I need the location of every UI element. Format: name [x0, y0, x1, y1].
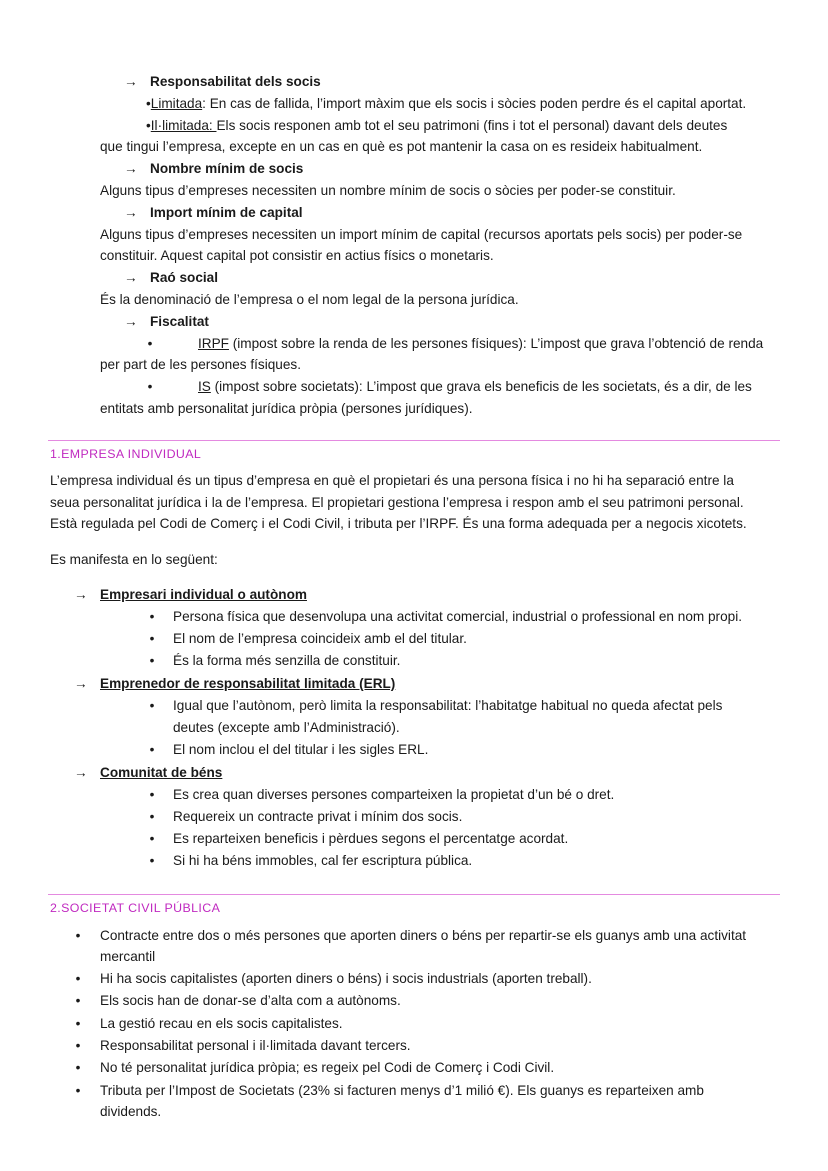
- bullet-icon: •: [149, 742, 155, 757]
- arrow-icon: →: [74, 676, 88, 691]
- arrow-icon: →: [124, 270, 138, 285]
- illimitada-text: Els socis responen amb tot el seu patrimoni (fins i tot el personal) davant dels deutes: [216, 118, 728, 133]
- is-line: [198, 376, 752, 398]
- bullet-icon: •: [149, 631, 155, 646]
- arrow-icon: →: [124, 205, 138, 220]
- is-text-cont: entitats amb personalitat jurídica pròpia (persones jurídiques).: [100, 401, 473, 416]
- erl-item-1-cont: deutes (excepte amb l’Administració).: [173, 720, 400, 735]
- capital-text-2: constituir. Aquest capital pot consistir en actius físics o monetaris.: [100, 248, 494, 263]
- bullet-icon: •: [149, 809, 155, 824]
- autonom-item-2: El nom de l’empresa coincideix amb el del titular.: [173, 631, 467, 646]
- arrow-icon: →: [124, 314, 138, 329]
- bullet-icon: •: [146, 96, 151, 111]
- arrow-icon: →: [124, 74, 138, 89]
- bullet-icon: •: [149, 609, 155, 624]
- section1-heading: 1.EMPRESA INDIVIDUAL: [50, 447, 202, 461]
- resp-heading: Responsabilitat dels socis: [150, 74, 321, 89]
- irpf-text: (impost sobre la renda de les persones físiques): L’impost que grava l’obtenció de renda: [228, 336, 764, 351]
- capital-heading: Import mínim de capital: [150, 205, 303, 220]
- capital-text-1: Alguns tipus d’empreses necessiten un import mínim de capital (recursos aportats pels socis) per poder-se: [100, 227, 743, 242]
- capital-heading-line: [124, 202, 303, 224]
- section2-item-4: La gestió recau en els socis capitalistes.: [100, 1016, 343, 1031]
- section-divider: [48, 894, 780, 895]
- resp-heading-line: [124, 71, 321, 93]
- bullet-icon: •: [75, 993, 81, 1008]
- section1-intro-3: Està regulada pel Codi de Comerç i el Codi Civil, i tributa per l’IRPF. És una forma adequada per a negocis xicotets.: [50, 516, 747, 531]
- min-socis-heading-line: [124, 158, 303, 180]
- section2-item-1: Contracte entre dos o més persones que aporten diners o béns per repartir-se els guanys amb una activitat: [100, 928, 747, 943]
- section-divider: [48, 440, 780, 441]
- min-socis-text: Alguns tipus d’empreses necessiten un nombre mínim de socis o sòcies per poder-se constituir.: [100, 183, 676, 198]
- manifesta-text: Es manifesta en lo següent:: [50, 552, 218, 567]
- bens-item-3: Es reparteixen beneficis i pèrdues segons el percentatge acordat.: [173, 831, 569, 846]
- bullet-icon: •: [149, 698, 155, 713]
- erl-item-2: El nom inclou el del titular i les sigles ERL.: [173, 742, 429, 757]
- bens-heading-line: [74, 762, 222, 784]
- section2-item-7: Tributa per l’Impost de Societats (23% si facturen menys d’1 milió €). Els guanys es reparteixen amb: [100, 1083, 704, 1098]
- autonom-heading: Empresari individual o autònom: [100, 587, 307, 602]
- arrow-icon: →: [74, 587, 88, 602]
- irpf-term: IRPF: [198, 336, 229, 351]
- illimitada-text-cont: que tingui l’empresa, excepte en un cas en què es pot mantenir la casa on es resideix habitualment.: [100, 139, 703, 154]
- erl-heading-line: [74, 673, 395, 695]
- autonom-item-1: Persona física que desenvolupa una activitat comercial, industrial o professional en nom propi.: [173, 609, 742, 624]
- arrow-icon: →: [74, 765, 88, 780]
- section2-heading: 2.SOCIETAT CIVIL PÚBLICA: [50, 901, 221, 915]
- bullet-icon: •: [147, 379, 153, 394]
- bullet-icon: •: [75, 1083, 81, 1098]
- section1-intro-1: L’empresa individual és un tipus d’empresa en què el propietari és una persona física i no hi ha separació entre la: [50, 473, 734, 488]
- fiscal-heading: Fiscalitat: [150, 314, 209, 329]
- autonom-heading-line: [74, 584, 307, 606]
- erl-heading: Emprenedor de responsabilitat limitada (ERL): [100, 676, 396, 691]
- limitada-text: : En cas de fallida, l’import màxim que els socis i sòcies poden perdre és el capital aportat.: [202, 96, 747, 111]
- section2-item-3: Els socis han de donar-se d’alta com a autònoms.: [100, 993, 401, 1008]
- bens-item-4: Si hi ha béns immobles, cal fer escriptura pública.: [173, 853, 473, 868]
- min-socis-heading: Nombre mínim de socis: [150, 161, 304, 176]
- bullet-icon: •: [149, 787, 155, 802]
- is-term: IS: [198, 379, 211, 394]
- rao-text: És la denominació de l’empresa o el nom legal de la persona jurídica.: [100, 292, 519, 307]
- section1-intro-2: seua personalitat jurídica i la de l’empresa. El propietari gestiona l’empresa i respon amb el seu patrimoni personal.: [50, 495, 744, 510]
- section2-item-1-cont: mercantil: [100, 949, 156, 964]
- bullet-icon: •: [149, 853, 155, 868]
- irpf-text-cont: per part de les persones físiques.: [100, 357, 301, 372]
- section2-item-2: Hi ha socis capitalistes (aporten diners o béns) i socis industrials (aporten treball).: [100, 971, 592, 986]
- arrow-icon: →: [124, 161, 138, 176]
- section2-item-7-cont: dividends.: [100, 1104, 162, 1119]
- bullet-icon: •: [146, 118, 151, 133]
- bens-item-1: Es crea quan diverses persones comparteixen la propietat d’un bé o dret.: [173, 787, 615, 802]
- bullet-icon: •: [149, 831, 155, 846]
- illimitada-line: [146, 115, 727, 137]
- bullet-icon: •: [149, 653, 155, 668]
- bens-item-2: Requereix un contracte privat i mínim dos socis.: [173, 809, 463, 824]
- section2-item-6: No té personalitat jurídica pròpia; es regeix pel Codi de Comerç i Codi Civil.: [100, 1060, 555, 1075]
- limitada-term: Limitada: [150, 96, 203, 111]
- rao-heading-line: [124, 267, 218, 289]
- illimitada-term: Il·limitada:: [150, 118, 217, 133]
- section2-item-5: Responsabilitat personal i il·limitada davant tercers.: [100, 1038, 411, 1053]
- bullet-icon: •: [75, 1038, 81, 1053]
- fiscal-heading-line: [124, 311, 209, 333]
- is-text: (impost sobre societats): L’impost que grava els beneficis de les societats, és a dir, de les: [210, 379, 752, 394]
- bullet-icon: •: [75, 928, 81, 943]
- erl-item-1: Igual que l’autònom, però limita la responsabilitat: l’habitatge habitual no queda afectat pels: [173, 698, 723, 713]
- bullet-icon: •: [75, 1060, 81, 1075]
- irpf-line: [198, 333, 763, 355]
- autonom-item-3: És la forma més senzilla de constituir.: [173, 653, 401, 668]
- bens-heading: Comunitat de béns: [100, 765, 223, 780]
- bullet-icon: •: [75, 971, 81, 986]
- bullet-icon: •: [147, 336, 153, 351]
- rao-heading: Raó social: [150, 270, 218, 285]
- bullet-icon: •: [75, 1016, 81, 1031]
- limitada-line: [146, 93, 746, 115]
